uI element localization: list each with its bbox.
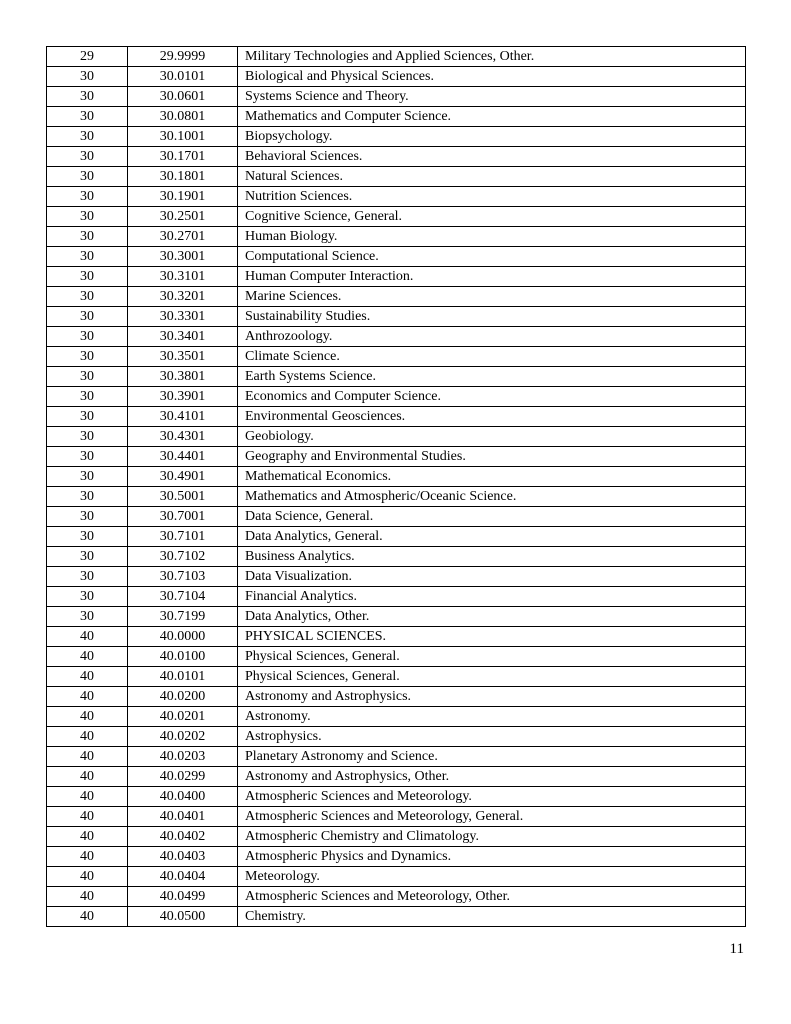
series-cell: 30 [47, 327, 128, 347]
series-cell: 30 [47, 347, 128, 367]
program-title-cell: Cognitive Science, General. [238, 207, 746, 227]
table-row [47, 547, 746, 567]
series-cell: 40 [47, 707, 128, 727]
cip-code-cell: 30.2501 [128, 207, 238, 227]
table-row [47, 307, 746, 327]
table-row [47, 747, 746, 767]
table-row [47, 167, 746, 187]
program-title-cell: Geobiology. [238, 427, 746, 447]
table-row [47, 567, 746, 587]
cip-code-cell: 30.4901 [128, 467, 238, 487]
series-cell: 30 [47, 127, 128, 147]
program-title-cell: Human Computer Interaction. [238, 267, 746, 287]
cip-code-cell: 40.0101 [128, 667, 238, 687]
table-row [47, 647, 746, 667]
cip-code-cell: 40.0200 [128, 687, 238, 707]
cip-code-cell: 30.0601 [128, 87, 238, 107]
program-title-cell: Computational Science. [238, 247, 746, 267]
cip-code-cell: 30.7101 [128, 527, 238, 547]
table-row [47, 267, 746, 287]
program-title-cell: Atmospheric Physics and Dynamics. [238, 847, 746, 867]
cip-code-cell: 30.3401 [128, 327, 238, 347]
series-cell: 30 [47, 507, 128, 527]
series-cell: 30 [47, 587, 128, 607]
program-title-cell: Financial Analytics. [238, 587, 746, 607]
program-title-cell: Sustainability Studies. [238, 307, 746, 327]
program-title-cell: Anthrozoology. [238, 327, 746, 347]
series-cell: 40 [47, 807, 128, 827]
series-cell: 40 [47, 847, 128, 867]
table-row [47, 867, 746, 887]
program-title-cell: Marine Sciences. [238, 287, 746, 307]
page-number: 11 [729, 941, 744, 957]
program-title-cell: Behavioral Sciences. [238, 147, 746, 167]
cip-code-cell: 30.3901 [128, 387, 238, 407]
program-title-cell: Environmental Geosciences. [238, 407, 746, 427]
table-row [47, 627, 746, 647]
program-title-cell: Planetary Astronomy and Science. [238, 747, 746, 767]
table-row [47, 827, 746, 847]
table-row [47, 767, 746, 787]
cip-code-cell: 40.0404 [128, 867, 238, 887]
cip-code-cell: 30.0101 [128, 67, 238, 87]
series-cell: 40 [47, 687, 128, 707]
series-cell: 40 [47, 727, 128, 747]
cip-code-cell: 29.9999 [128, 47, 238, 67]
cip-code-cell: 30.4301 [128, 427, 238, 447]
cip-code-cell: 30.1901 [128, 187, 238, 207]
cip-code-cell: 30.3801 [128, 367, 238, 387]
table-row [47, 47, 746, 67]
cip-code-cell: 40.0400 [128, 787, 238, 807]
cip-code-cell: 40.0000 [128, 627, 238, 647]
cip-code-cell: 30.7199 [128, 607, 238, 627]
series-cell: 40 [47, 787, 128, 807]
cip-code-cell: 40.0500 [128, 907, 238, 927]
program-title-cell: Physical Sciences, General. [238, 647, 746, 667]
cip-code-cell: 30.4401 [128, 447, 238, 467]
cip-code-cell: 30.1001 [128, 127, 238, 147]
cip-code-cell: 30.2701 [128, 227, 238, 247]
table-row [47, 587, 746, 607]
series-cell: 40 [47, 667, 128, 687]
series-cell: 40 [47, 887, 128, 907]
program-title-cell: Earth Systems Science. [238, 367, 746, 387]
table-row [47, 67, 746, 87]
cip-code-cell: 40.0299 [128, 767, 238, 787]
series-cell: 30 [47, 447, 128, 467]
program-title-cell: Military Technologies and Applied Sciences, Other. [238, 47, 746, 67]
cip-code-cell: 30.7001 [128, 507, 238, 527]
table-row [47, 707, 746, 727]
program-title-cell: PHYSICAL SCIENCES. [238, 627, 746, 647]
cip-code-cell: 30.3201 [128, 287, 238, 307]
program-title-cell: Nutrition Sciences. [238, 187, 746, 207]
program-title-cell: Geography and Environmental Studies. [238, 447, 746, 467]
series-cell: 30 [47, 247, 128, 267]
cip-code-cell: 30.1801 [128, 167, 238, 187]
table-row [47, 107, 746, 127]
cip-code-cell: 30.3501 [128, 347, 238, 367]
table-row [47, 727, 746, 747]
series-cell: 30 [47, 87, 128, 107]
table-row [47, 887, 746, 907]
program-title-cell: Systems Science and Theory. [238, 87, 746, 107]
series-cell: 30 [47, 207, 128, 227]
cip-code-cell: 30.3001 [128, 247, 238, 267]
cip-code-cell: 40.0100 [128, 647, 238, 667]
table-row [47, 447, 746, 467]
table-row [47, 247, 746, 267]
series-cell: 40 [47, 767, 128, 787]
table-row [47, 207, 746, 227]
table-row [47, 907, 746, 927]
program-title-cell: Atmospheric Chemistry and Climatology. [238, 827, 746, 847]
program-title-cell: Atmospheric Sciences and Meteorology, Other. [238, 887, 746, 907]
program-title-cell: Physical Sciences, General. [238, 667, 746, 687]
cip-code-cell: 40.0499 [128, 887, 238, 907]
series-cell: 30 [47, 187, 128, 207]
program-title-cell: Biopsychology. [238, 127, 746, 147]
series-cell: 30 [47, 547, 128, 567]
table-row [47, 427, 746, 447]
table-row [47, 367, 746, 387]
table-row [47, 607, 746, 627]
series-cell: 30 [47, 427, 128, 447]
series-cell: 30 [47, 467, 128, 487]
table-row [47, 487, 746, 507]
table-row [47, 187, 746, 207]
series-cell: 30 [47, 307, 128, 327]
cip-code-cell: 40.0202 [128, 727, 238, 747]
table-row [47, 507, 746, 527]
series-cell: 30 [47, 147, 128, 167]
series-cell: 30 [47, 527, 128, 547]
table-row [47, 327, 746, 347]
series-cell: 30 [47, 487, 128, 507]
table-row [47, 387, 746, 407]
cip-code-cell: 30.1701 [128, 147, 238, 167]
table-row [47, 227, 746, 247]
program-title-cell: Meteorology. [238, 867, 746, 887]
cip-code-cell: 30.7102 [128, 547, 238, 567]
cip-code-table [46, 46, 746, 927]
program-title-cell: Data Science, General. [238, 507, 746, 527]
series-cell: 30 [47, 607, 128, 627]
program-title-cell: Climate Science. [238, 347, 746, 367]
program-title-cell: Astronomy and Astrophysics, Other. [238, 767, 746, 787]
table-row [47, 687, 746, 707]
program-title-cell: Atmospheric Sciences and Meteorology. [238, 787, 746, 807]
program-title-cell: Astrophysics. [238, 727, 746, 747]
series-cell: 40 [47, 627, 128, 647]
cip-code-cell: 40.0403 [128, 847, 238, 867]
cip-code-cell: 30.3101 [128, 267, 238, 287]
table-row [47, 847, 746, 867]
cip-code-cell: 30.7103 [128, 567, 238, 587]
program-title-cell: Mathematical Economics. [238, 467, 746, 487]
series-cell: 30 [47, 227, 128, 247]
table-row [47, 467, 746, 487]
program-title-cell: Atmospheric Sciences and Meteorology, General. [238, 807, 746, 827]
table-row [47, 807, 746, 827]
program-title-cell: Mathematics and Atmospheric/Oceanic Science. [238, 487, 746, 507]
program-title-cell: Data Analytics, General. [238, 527, 746, 547]
cip-code-cell: 40.0402 [128, 827, 238, 847]
program-title-cell: Data Visualization. [238, 567, 746, 587]
cip-table-body [47, 47, 746, 927]
series-cell: 30 [47, 287, 128, 307]
series-cell: 30 [47, 407, 128, 427]
series-cell: 30 [47, 367, 128, 387]
series-cell: 30 [47, 387, 128, 407]
cip-code-cell: 40.0203 [128, 747, 238, 767]
series-cell: 30 [47, 67, 128, 87]
series-cell: 30 [47, 107, 128, 127]
table-row [47, 347, 746, 367]
program-title-cell: Economics and Computer Science. [238, 387, 746, 407]
program-title-cell: Biological and Physical Sciences. [238, 67, 746, 87]
table-row [47, 127, 746, 147]
series-cell: 40 [47, 907, 128, 927]
program-title-cell: Chemistry. [238, 907, 746, 927]
table-row [47, 87, 746, 107]
series-cell: 30 [47, 567, 128, 587]
cip-code-cell: 40.0201 [128, 707, 238, 727]
cip-code-cell: 40.0401 [128, 807, 238, 827]
program-title-cell: Mathematics and Computer Science. [238, 107, 746, 127]
cip-code-cell: 30.7104 [128, 587, 238, 607]
cip-code-cell: 30.3301 [128, 307, 238, 327]
table-row [47, 527, 746, 547]
series-cell: 40 [47, 867, 128, 887]
program-title-cell: Human Biology. [238, 227, 746, 247]
table-row [47, 787, 746, 807]
series-cell: 40 [47, 747, 128, 767]
table-row [47, 287, 746, 307]
table-row [47, 667, 746, 687]
program-title-cell: Data Analytics, Other. [238, 607, 746, 627]
cip-code-cell: 30.0801 [128, 107, 238, 127]
program-title-cell: Astronomy. [238, 707, 746, 727]
series-cell: 29 [47, 47, 128, 67]
series-cell: 30 [47, 167, 128, 187]
series-cell: 40 [47, 827, 128, 847]
cip-code-cell: 30.4101 [128, 407, 238, 427]
table-row [47, 147, 746, 167]
series-cell: 30 [47, 267, 128, 287]
cip-code-cell: 30.5001 [128, 487, 238, 507]
program-title-cell: Astronomy and Astrophysics. [238, 687, 746, 707]
series-cell: 40 [47, 647, 128, 667]
program-title-cell: Natural Sciences. [238, 167, 746, 187]
program-title-cell: Business Analytics. [238, 547, 746, 567]
table-row [47, 407, 746, 427]
